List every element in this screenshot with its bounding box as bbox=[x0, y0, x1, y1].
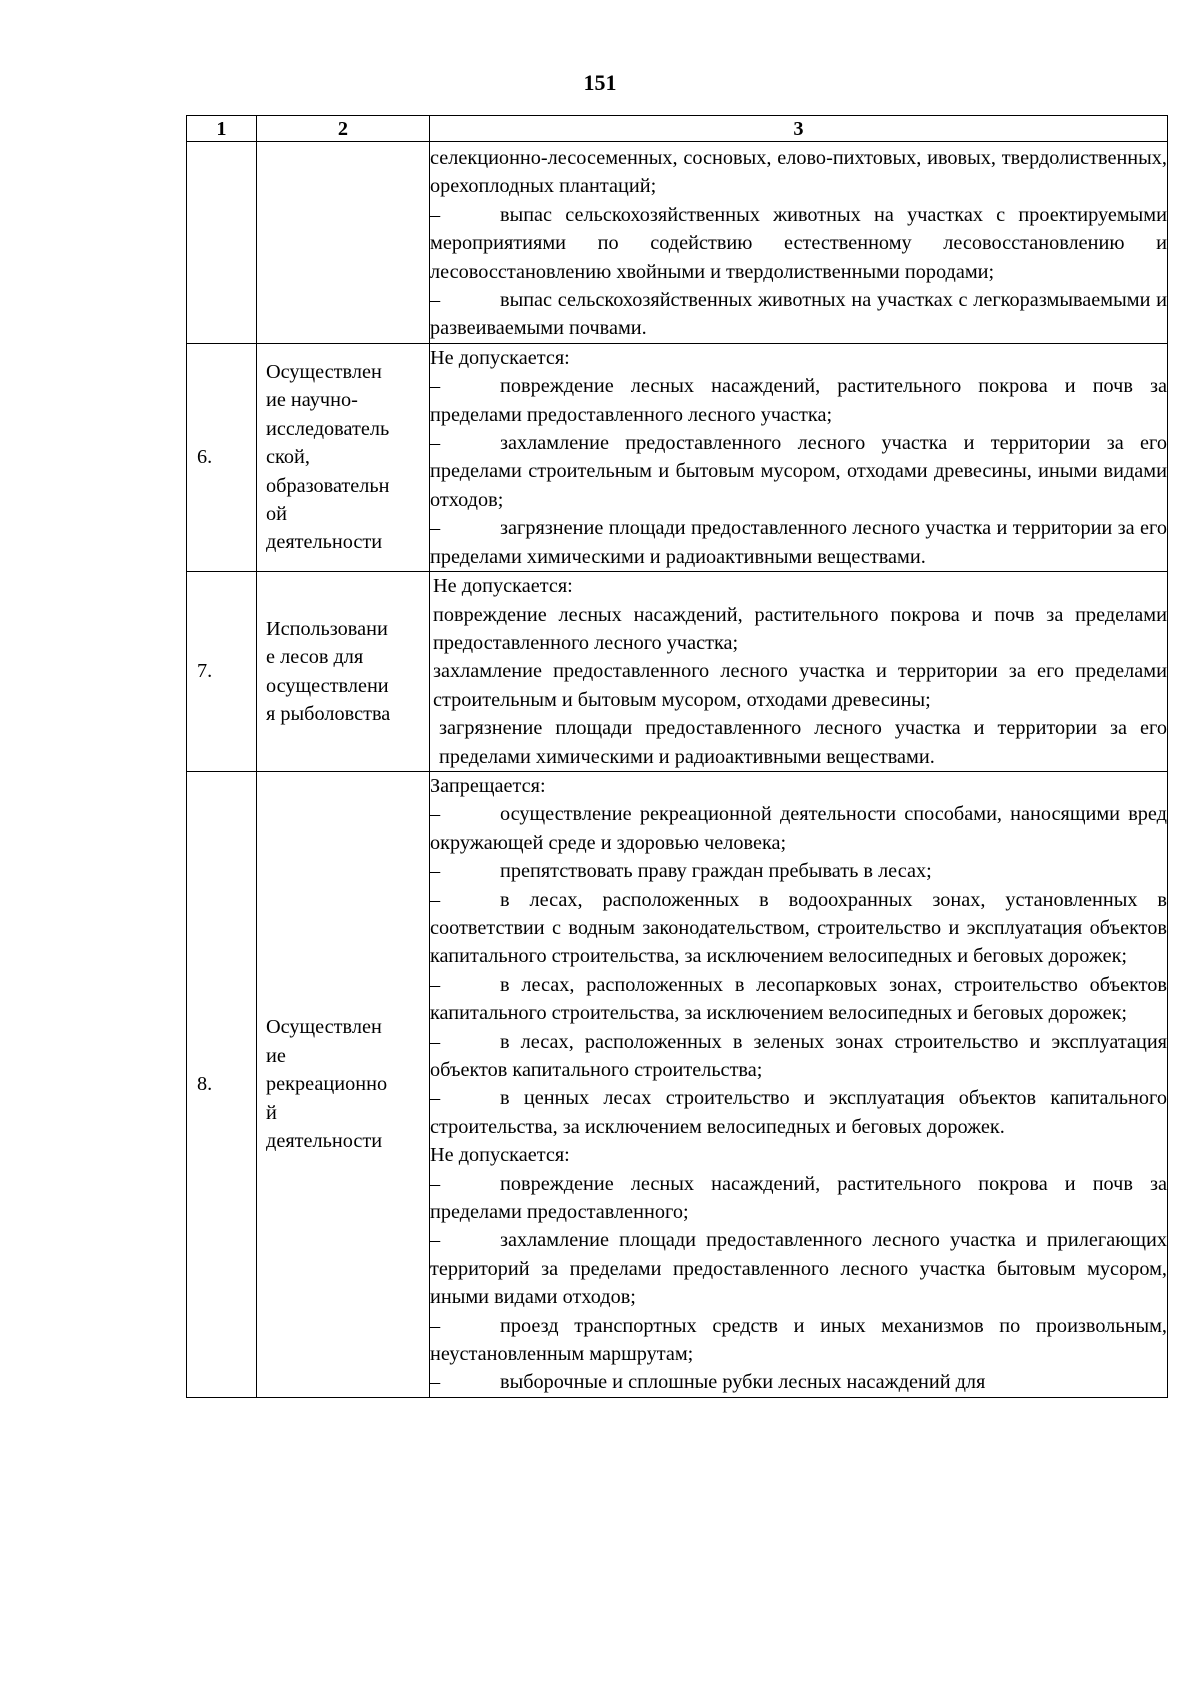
restriction-item bbox=[430, 1028, 1167, 1085]
restriction-text: в ценных лесах строительство и эксплуатация объектов капитального строительства, за исключением велосипедных и беговых дорожек. bbox=[430, 1087, 1167, 1138]
dash-marker: – bbox=[430, 289, 441, 312]
restriction-text: препятствовать праву граждан пребывать в лесах; bbox=[500, 860, 932, 883]
restrictions-cell bbox=[430, 771, 1168, 1397]
activity-name-cell bbox=[257, 572, 430, 772]
restriction-text: загрязнение площади предоставленного лесного участка и территории за его пределами химическими и радиоактивными веществами. bbox=[430, 517, 1167, 568]
activity-name: Осуществлен ие рекреационно й деятельности bbox=[266, 1016, 388, 1153]
activity-name: Использовани е лесов для осуществлени я рыболовства bbox=[266, 617, 391, 725]
restriction-heading bbox=[433, 657, 1167, 714]
restriction-text: захламление площади предоставленного лесного участка и прилегающих территорий за пределами предоставленного лесного участка бытовым мусором, иными видами отходов; bbox=[430, 1229, 1167, 1309]
restriction-item bbox=[430, 857, 1167, 885]
restriction-item bbox=[430, 201, 1167, 286]
restriction-item bbox=[430, 1312, 1167, 1369]
restriction-text: выпас сельскохозяйственных животных на участках с проектируемыми мероприятиями по содействию естественному лесовосстановлению и лесовосстановлению хвойными и твердолиственными породами; bbox=[430, 203, 1167, 283]
dash-marker: – bbox=[430, 888, 441, 911]
header-col-3: 3 bbox=[430, 116, 1168, 142]
dash-marker: – bbox=[430, 203, 441, 226]
restriction-text: выпас сельскохозяйственных животных на участках с легкоразмываемыми и развеиваемыми почвами. bbox=[430, 289, 1167, 340]
table-header-row bbox=[187, 116, 1168, 142]
restriction-text: выборочные и сплошные рубки лесных насаждений для bbox=[500, 1371, 986, 1394]
activity-name-cell bbox=[257, 771, 430, 1397]
restrictions-table bbox=[186, 115, 1168, 1398]
restriction-text: повреждение лесных насаждений, растительного покрова и почв за пределами предоставленного; bbox=[430, 1172, 1167, 1224]
dash-marker: – bbox=[430, 1229, 441, 1252]
page-number: 151 bbox=[583, 70, 617, 95]
table-row bbox=[187, 771, 1168, 1397]
restriction-text: Не допускается: bbox=[433, 575, 573, 598]
restriction-heading bbox=[430, 344, 1167, 372]
dash-marker: – bbox=[430, 1030, 441, 1053]
row-number: 7. bbox=[197, 660, 213, 683]
restriction-heading bbox=[430, 772, 1167, 800]
restriction-heading bbox=[430, 1141, 1167, 1169]
restriction-heading bbox=[430, 144, 1167, 201]
dash-marker: – bbox=[430, 1087, 441, 1110]
restriction-text: в лесах, расположенных в зеленых зонах строительство и эксплуатация объектов капитального строительства; bbox=[430, 1030, 1167, 1081]
dash-marker: – bbox=[430, 375, 441, 398]
restriction-text: загрязнение площади предоставленного лесного участка и территории за его пределами химическими и радиоактивными веществами. bbox=[439, 717, 1167, 768]
restriction-item bbox=[430, 1084, 1167, 1141]
restriction-text: захламление предоставленного лесного участка и территории за его пределами строительным и бытовым мусором, отходами древесины, иными видами отходов; bbox=[430, 432, 1167, 511]
restriction-item bbox=[430, 886, 1167, 971]
restriction-item bbox=[430, 429, 1167, 514]
restriction-item bbox=[430, 1226, 1167, 1311]
restriction-text: в лесах, расположенных в лесопарковых зонах, строительство объектов капитального строительства, за исключением велосипедных и беговых дорожек; bbox=[430, 973, 1167, 1025]
restriction-text: повреждение лесных насаждений, растительного покрова и почв за пределами предоставленного лесного участка; bbox=[430, 375, 1167, 426]
dash-marker: – bbox=[430, 803, 441, 826]
restriction-item bbox=[430, 1368, 1167, 1396]
table-row bbox=[187, 343, 1168, 571]
dash-marker: – bbox=[430, 860, 441, 883]
restriction-text: повреждение лесных насаждений, растительного покрова и почв за пределами предоставленного лесного участка; bbox=[433, 603, 1167, 654]
restriction-text: селекционно-лесосеменных, сосновых, елово-пихтовых, ивовых, твердолиственных, орехоплодных плантаций; bbox=[430, 147, 1167, 198]
restriction-item bbox=[430, 286, 1167, 343]
dash-marker: – bbox=[430, 1314, 441, 1337]
restriction-text: захламление предоставленного лесного участка и территории за его пределами строительным и бытовым мусором, отходами древесины; bbox=[433, 660, 1167, 711]
restrictions-cell bbox=[430, 572, 1168, 772]
activity-name-cell bbox=[257, 343, 430, 571]
header-col-2: 2 bbox=[257, 116, 430, 142]
restriction-item bbox=[430, 372, 1167, 429]
table-row bbox=[187, 142, 1168, 344]
restriction-text: Не допускается: bbox=[430, 346, 570, 369]
restriction-text: осуществление рекреационной деятельности способами, наносящими вред окружающей среде и здоровью человека; bbox=[430, 803, 1167, 854]
dash-marker: – bbox=[430, 432, 441, 455]
activity-name-cell bbox=[257, 142, 430, 344]
row-number: 8. bbox=[197, 1073, 213, 1096]
restrictions-cell bbox=[430, 142, 1168, 344]
row-number-cell bbox=[187, 771, 257, 1397]
restriction-text: Не допускается: bbox=[430, 1144, 570, 1167]
restriction-text: проезд транспортных средств и иных механизмов по произвольным, неустановленным маршрутам; bbox=[430, 1314, 1167, 1366]
restrictions-cell bbox=[430, 343, 1168, 571]
restriction-heading bbox=[433, 714, 1167, 771]
row-number-cell bbox=[187, 142, 257, 344]
restriction-text: в лесах, расположенных в водоохранных зонах, установленных в соответствии с водным законодательством, строительство и эксплуатация объектов капитального строительства, за исключением велосипедных и беговых дорожек; bbox=[430, 888, 1167, 968]
restriction-text: Запрещается: bbox=[430, 774, 546, 797]
table-row bbox=[187, 572, 1168, 772]
row-number-cell bbox=[187, 572, 257, 772]
header-col-1: 1 bbox=[187, 116, 257, 142]
dash-marker: – bbox=[430, 1172, 441, 1195]
dash-marker: – bbox=[430, 1371, 441, 1394]
dash-marker: – bbox=[430, 973, 441, 996]
row-number-cell bbox=[187, 343, 257, 571]
restriction-item bbox=[430, 800, 1167, 857]
activity-name: Осуществлен ие научно- исследователь ской, образовательн ой деятельности bbox=[266, 361, 390, 554]
restriction-item bbox=[430, 971, 1167, 1028]
restriction-item bbox=[430, 514, 1167, 571]
dash-marker: – bbox=[430, 517, 441, 540]
row-number: 6. bbox=[197, 446, 213, 469]
restriction-heading bbox=[433, 572, 1167, 600]
restriction-heading bbox=[433, 601, 1167, 658]
restriction-item bbox=[430, 1170, 1167, 1227]
